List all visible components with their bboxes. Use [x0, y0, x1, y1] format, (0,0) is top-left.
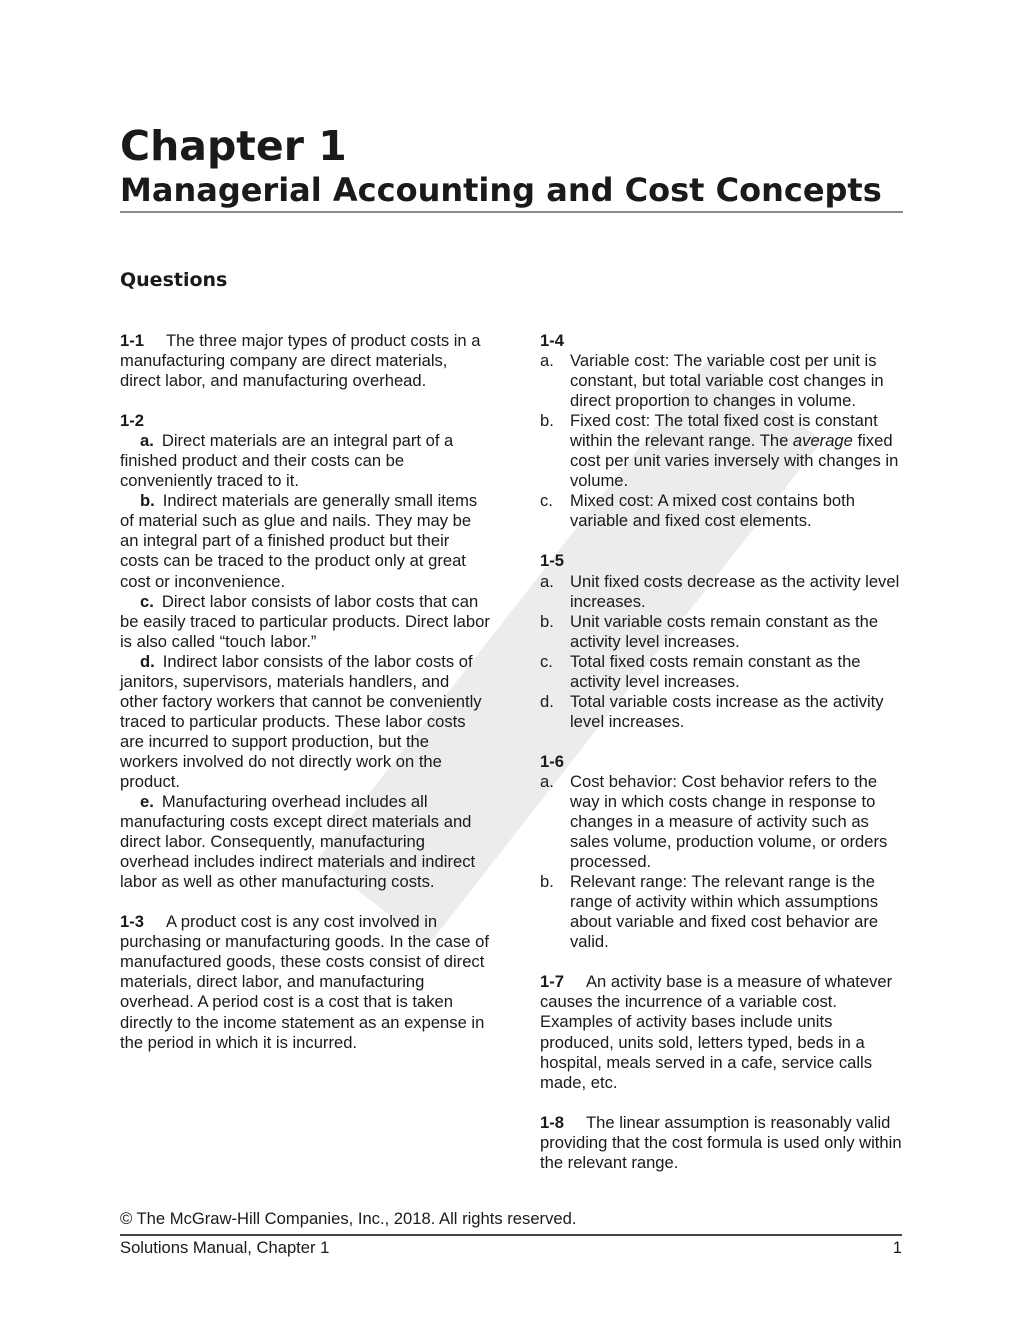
question-1-8 — [540, 1113, 905, 1173]
answer-text: A product cost is any cost involved in purchasing or manufacturing goods. In the case of manufactured goods, these costs consist of direct materials, direct labor, and manufacturing overhead. A period cost is a cost that is taken directly to the income statement as an expense in the period in which it is incurred. — [120, 912, 489, 1052]
question-number: 1-8 — [540, 1112, 564, 1132]
left-column — [120, 331, 490, 1053]
question-1-4 — [540, 331, 905, 531]
list-item-d: d. Total variable costs increase as the activity level increases. — [540, 691, 884, 731]
list-item-b: b. Unit variable costs remain constant as the activity level increases. — [540, 611, 879, 651]
question-number: 1-2 — [120, 411, 144, 431]
copyright-notice: © The McGraw-Hill Companies, Inc., 2018. All rights reserved. — [120, 1209, 577, 1228]
list-item-a: a. Unit fixed costs decrease as the activity level increases. — [540, 571, 900, 611]
section-heading: Questions — [120, 269, 228, 291]
emphasis-average: average — [792, 431, 853, 451]
question-number: 1-6 — [540, 751, 564, 771]
answer-text: The three major types of product costs in a manufacturing company are direct materials, direct labor, and manufacturing overhead. — [120, 331, 481, 391]
question-number: 1-3 — [120, 912, 144, 932]
question-number: 1-4 — [540, 331, 564, 350]
chapter-title: Chapter 1 — [120, 122, 347, 170]
page-number: 1 — [892, 1238, 902, 1257]
question-number: 1-1 — [120, 331, 144, 350]
question-1-7 — [540, 972, 905, 1092]
question-1-5 — [540, 551, 905, 731]
answer-text: An activity base is a measure of whatever causes the incurrence of a variable cost. Examples of activity bases include units produced, units sold, letters typed, beds in a hospital, meals served in a cafe, service calls made, etc. — [540, 972, 893, 1092]
list-item-a: a. Cost behavior: Cost behavior refers to the way in which costs change in response to changes in a measure of activity such as sales volume, production volume, or orders processed. — [540, 771, 888, 872]
question-1-3 — [120, 912, 490, 1052]
answer-text: The linear assumption is reasonably valid providing that the cost formula is used only within the relevant range. — [540, 1112, 902, 1172]
footer-divider — [120, 1234, 902, 1236]
list-item-a: a. Variable cost: The variable cost per unit is constant, but total variable cost changes in direct proportion to changes in volume. — [540, 351, 884, 411]
list-item-b: b. Relevant range: The relevant range is the range of activity within which assumptions about variable and fixed cost behavior are valid. — [540, 872, 879, 952]
list-item-c: c. Mixed cost: A mixed cost contains both variable and fixed cost elements. — [540, 491, 856, 531]
question-number: 1-5 — [540, 551, 564, 571]
chapter-subtitle: Managerial Accounting and Cost Concepts — [120, 171, 882, 209]
question-1-1 — [120, 331, 490, 391]
sub-answer-e: e. Manufacturing overhead includes all manufacturing costs except direct materials and direct labor. Consequently, manufacturing overhead includes indirect materials and indirect labor as well as other manufacturing costs. — [120, 792, 476, 892]
sub-answer-c: c. Direct labor consists of labor costs that can be easily traced to particular products. Direct labor is also called “touch labor.” — [120, 591, 490, 651]
list-item-b: b. Fixed cost: The total fixed cost is constant within the relevant range. The average fixed cost per unit varies inversely with changes in volume. — [540, 411, 899, 491]
sub-answer-a: a. Direct materials are an integral part of a finished product and their costs can be conveniently traced to it. — [120, 431, 454, 491]
right-column — [540, 331, 905, 1173]
sub-answer-b: b. Indirect materials are generally small items of material such as glue and nails. They may be an integral part of a finished product but their costs can be traced to the product only at great cost or inconvenience. — [120, 491, 478, 591]
list-item-c: c. Total fixed costs remain constant as the activity level increases. — [540, 651, 861, 691]
footer-book-title: Solutions Manual, Chapter 1 — [120, 1238, 330, 1257]
title-divider — [120, 211, 903, 213]
question-number: 1-7 — [540, 972, 564, 992]
sub-answer-d: d. Indirect labor consists of the labor costs of janitors, supervisors, materials handlers, and other factory workers that cannot be conveniently traced to particular products. These labor costs are incurred to support production, but the workers involved do not directly work on the product. — [120, 651, 482, 791]
question-1-2 — [120, 411, 490, 892]
question-1-6 — [540, 752, 905, 952]
